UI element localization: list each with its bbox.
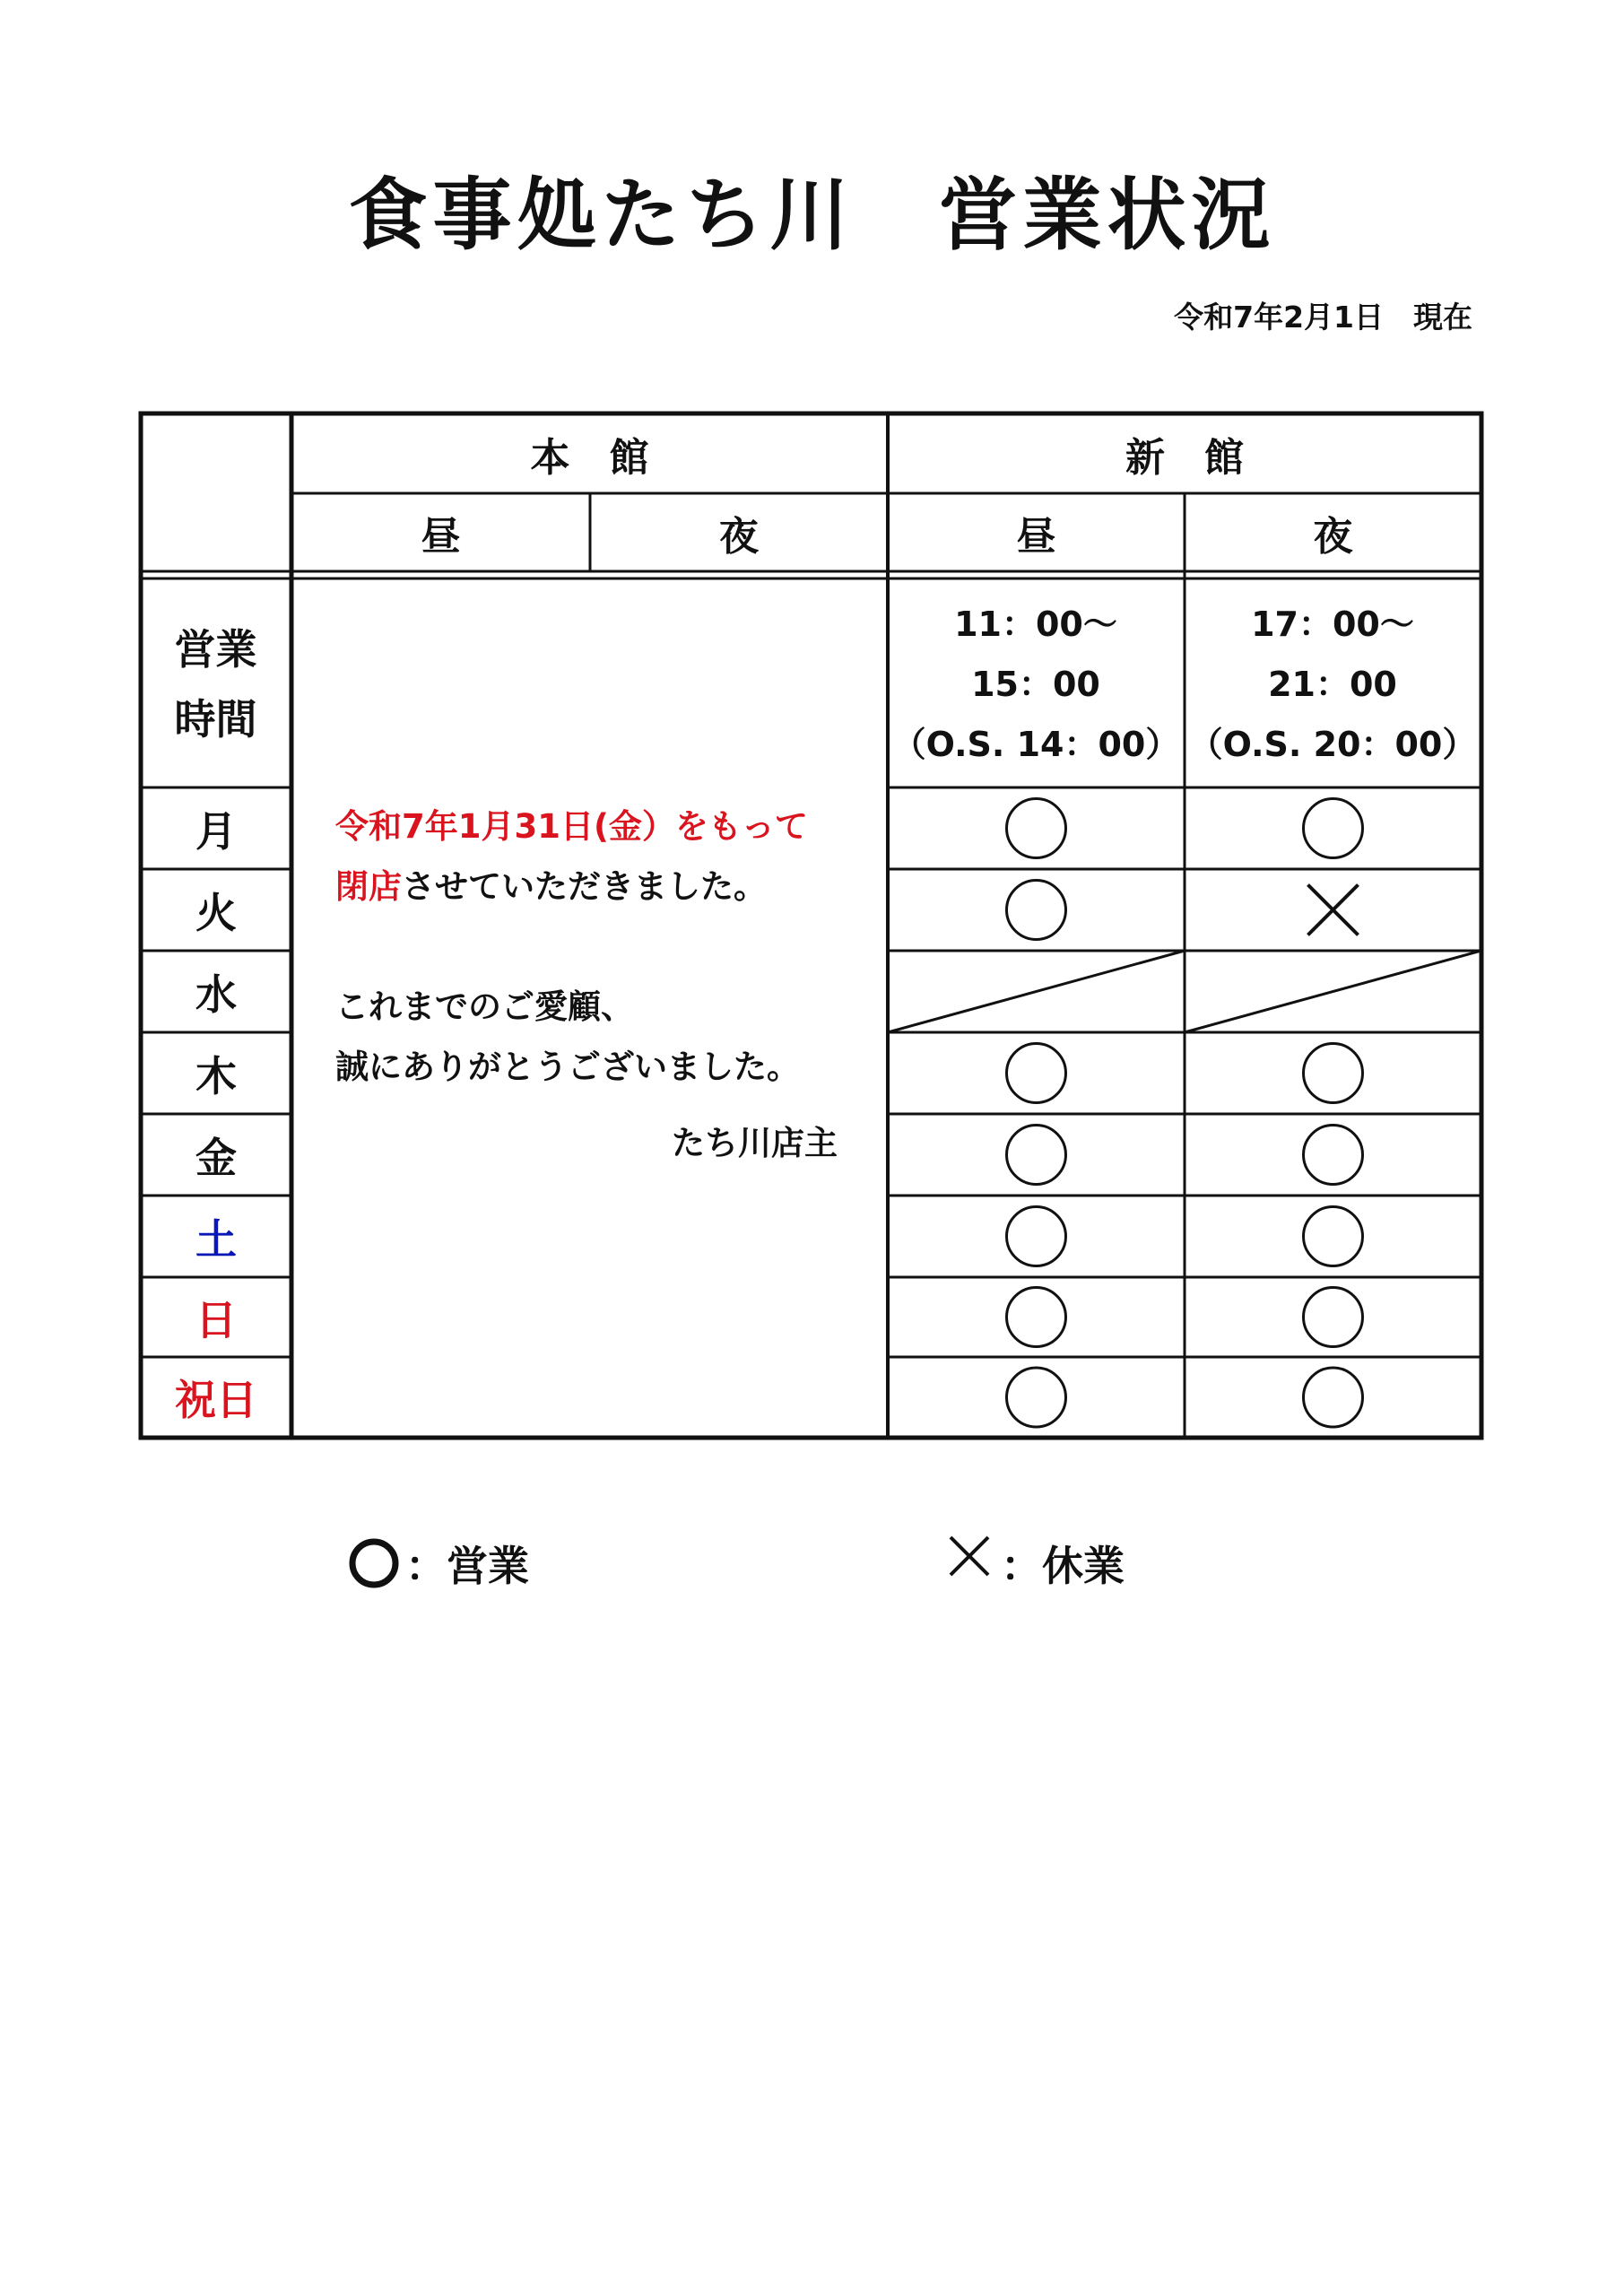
business-hours-label-line1: 営業 (174, 625, 257, 674)
day-label-holiday: 祝日 (175, 1376, 257, 1424)
header-honkan: 本 館 (530, 434, 649, 481)
business-hours-label-line2: 時間 (174, 695, 257, 744)
day-label-sat: 土 (195, 1214, 237, 1264)
day-label-sun: 日 (195, 1295, 237, 1344)
circle-icon (348, 1537, 400, 1589)
open-circle-holiday-day (1007, 1368, 1066, 1427)
notice-thanks-line2: 誠にありがとうございました。 (335, 1048, 800, 1086)
business-hours-label (141, 581, 291, 787)
not-applicable-slash-wed-day (888, 951, 1185, 1032)
open-circle-tue-day (1007, 881, 1066, 940)
shinkan-day-hours (888, 581, 1184, 787)
night-hours-last-order: （O.S. 20：00） (1188, 724, 1477, 764)
open-circle-fri-day (1007, 1126, 1066, 1185)
notice-thanks-line1: これまでのご愛顧、 (335, 987, 634, 1026)
open-circle-sun-night (1304, 1288, 1363, 1347)
day-label-tue: 火 (195, 888, 237, 937)
night-hours-close: 21：00 (1268, 664, 1397, 704)
header-shinkan: 新 館 (1125, 434, 1244, 481)
day-label-fri: 金 (195, 1133, 237, 1182)
day-hours-last-order: （O.S. 14：00） (891, 724, 1180, 764)
closed-cross-tue-night (1308, 885, 1359, 935)
day-hours-open: 11：00～ (954, 604, 1117, 644)
shinkan-night-hours (1185, 581, 1480, 787)
open-circle-mon-day (1007, 799, 1066, 858)
open-circle-sat-night (1304, 1207, 1363, 1266)
day-label-wed: 水 (195, 970, 237, 1019)
header-shinkan-day: 昼 (1016, 513, 1056, 560)
as-of-date: 令和7年2月1日 現在 (1174, 300, 1472, 335)
legend-open (348, 1534, 529, 1593)
legend-open-label: ：営業 (405, 1542, 529, 1590)
open-circle-sun-day (1007, 1288, 1066, 1347)
legend-closed-label: ：休業 (1001, 1542, 1125, 1590)
open-circle-mon-night (1304, 799, 1363, 858)
header-honkan-night: 夜 (719, 513, 759, 560)
open-circle-holiday-night (1304, 1368, 1363, 1427)
notice-closed-word: 閉店 (335, 867, 402, 906)
page-title: 食事処たち川 営業状況 (348, 169, 1276, 261)
open-circle-sat-day (1007, 1207, 1066, 1266)
not-applicable-slash-wed-night (1185, 951, 1481, 1032)
notice-signature: たち川店主 (672, 1124, 838, 1162)
cross-icon (943, 1530, 995, 1582)
open-circle-thu-day (1007, 1044, 1066, 1103)
honkan-closure-notice (335, 796, 855, 1173)
legend-closed (943, 1534, 1125, 1593)
notice-closed-rest: させていただきました。 (402, 867, 767, 906)
day-label-mon: 月 (195, 806, 237, 856)
night-hours-open: 17：00～ (1251, 604, 1414, 644)
header-shinkan-night: 夜 (1313, 513, 1353, 560)
header-honkan-day: 昼 (421, 513, 461, 560)
day-hours-close: 15：00 (971, 664, 1100, 704)
notice-closure-date: 令和7年1月31日(金）をもって (335, 807, 808, 846)
day-label-thu: 木 (195, 1051, 237, 1100)
open-circle-thu-night (1304, 1044, 1363, 1103)
open-circle-fri-night (1304, 1126, 1363, 1185)
